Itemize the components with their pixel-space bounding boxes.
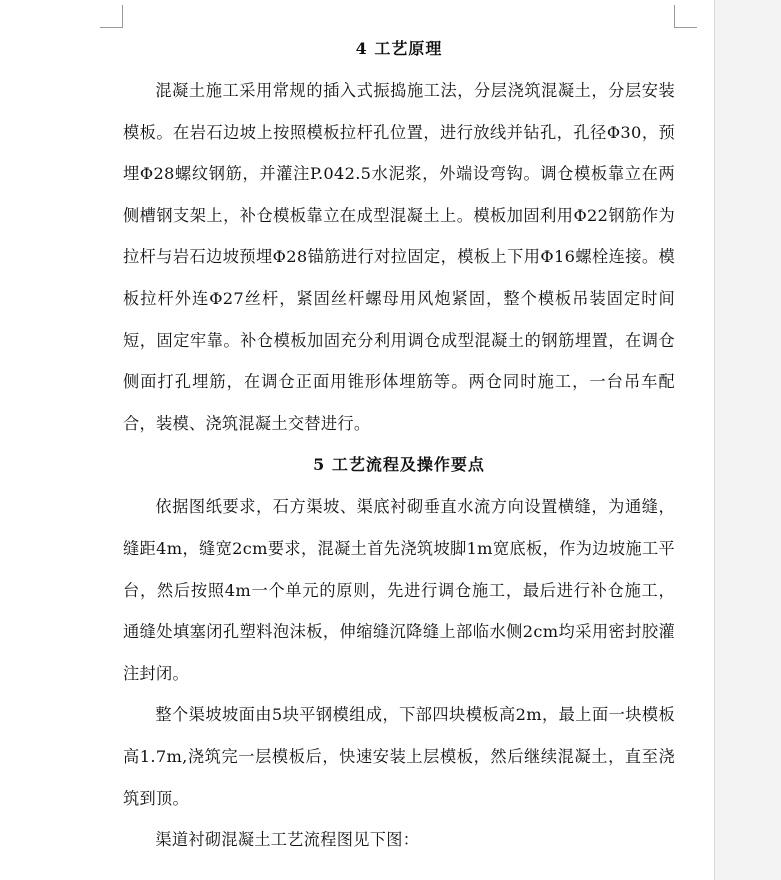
page-edge — [714, 0, 715, 880]
section-4-paragraph: 混凝土施工采用常规的插入式振捣施工法，分层浇筑混凝土，分层安装模板。在岩石边坡上按照模板拉杆孔位置，进行放线并钻孔，孔径Φ30，预埋Φ28螺纹钢筋，并灌注P.042.5水泥浆，外端设弯钩。调仓模板靠立在两侧槽钢支架上，补仓模板靠立在成型混凝土上。模板加固利用Φ22钢筋作为拉杆与岩石边坡预埋Φ28锚筋进行对拉固定，模板上下用Φ16螺栓连接。模板拉杆外连Φ27丝杆，紧固丝杆螺母用风炮紧固，整个模板吊装固定时间短，固定牢靠。补仓模板加固充分利用调仓成型混凝土的钢筋埋置，在调仓侧面打孔埋筋，在调仓正面用锥形体埋筋等。两仓同时施工，一台吊车配合，装模、浇筑混凝土交替进行。 — [123, 81, 675, 433]
section-5-paragraph-1: 依据图纸要求，石方渠坡、渠底衬砌垂直水流方向设置横缝，为通缝，缝距4m，缝宽2cm要求，混凝土首先浇筑坡脚1m宽底板，作为边坡施工平台，然后按照4m一个单元的原则，先进行调仓施工，最后进行补仓施工，通缝处填塞闭孔塑料泡沫板，伸缩缝沉降缝上部临水侧2cm均采用密封胶灌注封闭。 — [123, 497, 675, 683]
section-4-heading: 4 工艺原理 — [355, 39, 443, 58]
margin-corner-mark-left — [100, 5, 123, 28]
page-gutter — [715, 0, 781, 880]
section-5-paragraph-2: 整个渠坡坡面由5块平钢模组成，下部四块模板高2m，最上面一块模板高1.7m,浇筑完一层模板后，快速安装上层模板，然后继续混凝土，直至浇筑到顶。 — [123, 705, 675, 808]
section-5-heading: 5 工艺流程及操作要点 — [313, 455, 485, 475]
margin-corner-mark-right — [674, 5, 697, 28]
section-5-paragraph-3: 渠道衬砌混凝土工艺流程图见下图： — [155, 830, 420, 850]
document-body — [123, 28, 675, 861]
